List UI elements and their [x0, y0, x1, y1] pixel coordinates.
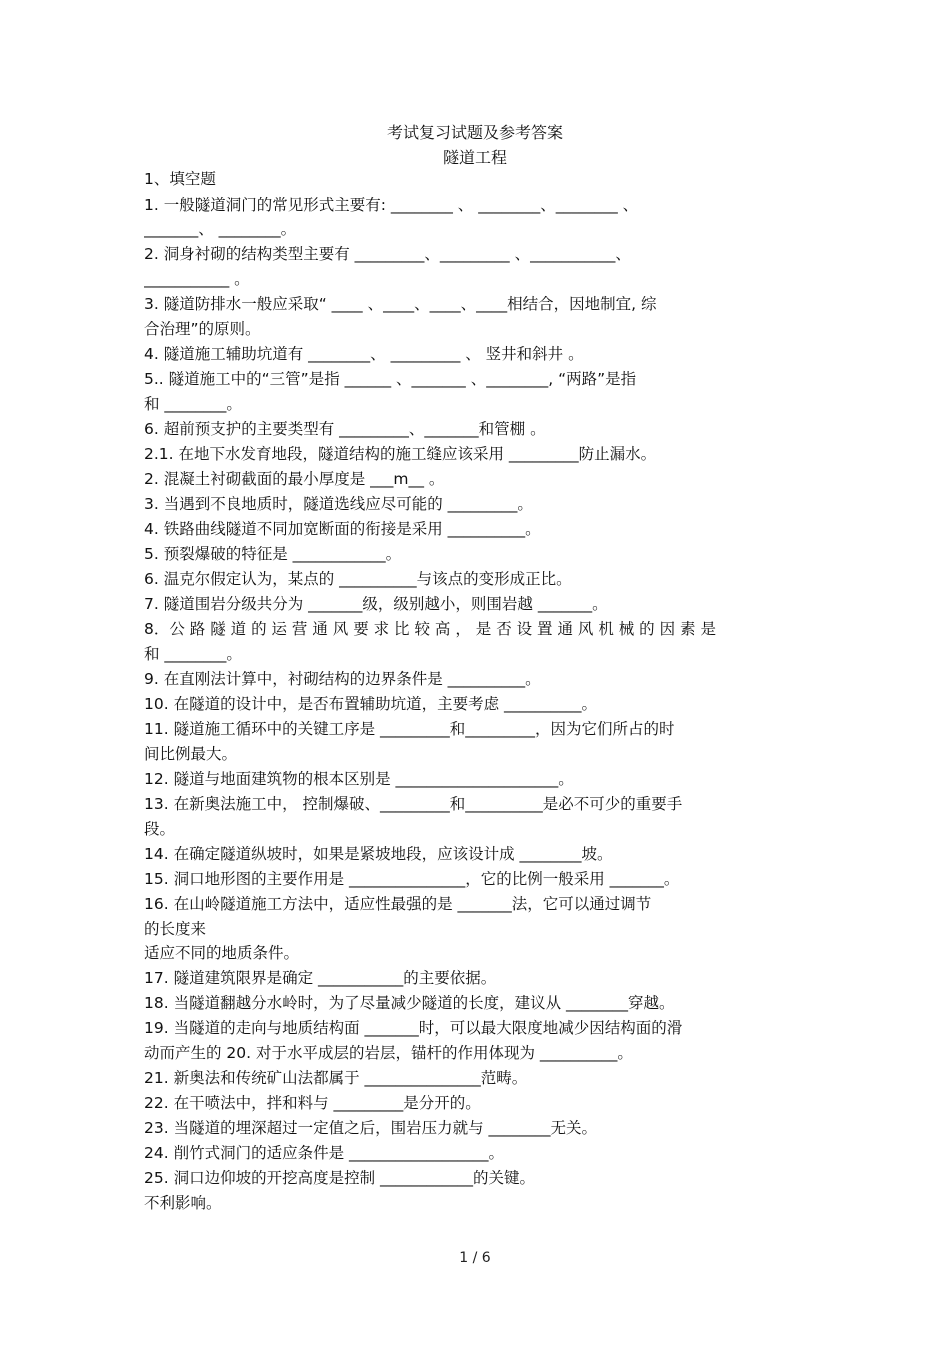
text-line: 11. 隧道施工循环中的关键工序是 _________和_________，因为它们所占的时: [144, 720, 675, 738]
text-line: 6. 超前预支护的主要类型有 _________、_______和管棚 。: [144, 420, 546, 438]
text-line: 9. 在直刚法计算中，衬砌结构的边界条件是 __________。: [144, 670, 541, 688]
text-line: 段。: [144, 820, 176, 838]
text-line: 的长度来: [144, 920, 207, 938]
text-line: _______、 ________。: [144, 220, 297, 238]
text-line: 6. 温克尔假定认为，某点的 __________与该点的变形成正比。: [144, 570, 572, 588]
page-number: 1 / 6: [459, 1250, 491, 1266]
text-line: 17. 隧道建筑限界是确定 ___________的主要依据。: [144, 969, 497, 987]
text-line: ___________ 。: [144, 270, 250, 288]
text-line: 4. 隧道施工辅助坑道有 ________、 _________ 、 竖井和斜井 。: [144, 345, 584, 363]
text-line: 2. 洞身衬砌的结构类型主要有 _________、_________ 、___________、: [144, 245, 631, 263]
text-line: 16. 在山岭隧道施工方法中，适应性最强的是 _______法，它可以通过调节: [144, 895, 652, 913]
text-line: 1. 一般隧道洞门的常见形式主要有: ________ 、 ________、________ 、: [144, 196, 639, 214]
text-line: 13. 在新奥法施工中， 控制爆破、_________和__________是必不可少的重要手: [144, 795, 683, 813]
page-subtitle: 隧道工程: [442, 148, 507, 167]
text-line: 23. 当隧道的埋深超过一定值之后，围岩压力就与 ________无关。: [144, 1119, 598, 1137]
text-line: 2.1. 在地下水发育地段，隧道结构的施工缝应该采用 _________防止漏水。: [144, 445, 657, 463]
text-line: 5. 预裂爆破的特征是 ____________。: [144, 545, 402, 563]
text-line: 合治理”的原则。: [144, 320, 261, 338]
text-line: 5.. 隧道施工中的“三管”是指 ______ 、_______ 、________, “两路”是指: [144, 370, 637, 388]
text-line: 25. 洞口边仰坡的开挖高度是控制 ____________的关键。: [144, 1169, 536, 1187]
text-line: 22. 在干喷法中，拌和料与 _________是分开的。: [144, 1094, 481, 1112]
text-line: 8．公 路 隧 道 的 运 营 通 风 要 求 比 较 高 ， 是 否 设 置 通 风 机 械 的 因 素 是: [144, 620, 716, 638]
text-line: 不利影响。: [144, 1194, 222, 1212]
text-line: 24. 削竹式洞门的适应条件是 __________________。: [144, 1144, 505, 1162]
text-line: 12. 隧道与地面建筑物的根本区别是 _____________________。: [144, 770, 574, 788]
text-line: 和 ________。: [144, 645, 242, 663]
text-line: 2. 混凝土衬砌截面的最小厚度是 ___m__ 。: [144, 470, 445, 488]
text-line: 动而产生的 20. 对于水平成层的岩层，锚杆的作用体现为 __________。: [144, 1044, 633, 1062]
page-title: 考试复习试题及参考答案: [386, 123, 563, 142]
text-line: 21. 新奥法和传统矿山法都属于 _______________范畴。: [144, 1069, 528, 1087]
text-line: 15. 洞口地形图的主要作用是 _______________，它的比例一般采用 _______。: [144, 870, 680, 888]
text-line: 4. 铁路曲线隧道不同加宽断面的衔接是采用 __________。: [144, 520, 541, 538]
text-line: 和 ________。: [144, 395, 242, 413]
text-line: 1、填空题: [144, 170, 216, 188]
text-line: 3. 当遇到不良地质时，隧道选线应尽可能的 _________。: [144, 495, 533, 513]
text-line: 19. 当隧道的走向与地质结构面 _______时，可以最大限度地减少因结构面的滑: [144, 1019, 683, 1037]
text-line: 适应不同的地质条件。: [144, 944, 300, 962]
text-line: 10. 在隧道的设计中，是否布置辅助坑道，主要考虑 __________。: [144, 695, 598, 713]
text-line: 间比例最大。: [144, 745, 238, 763]
text-line: 3. 隧道防排水一般应采取“ ____ 、____、____、____相结合，因地制宜, 综: [144, 295, 657, 313]
text-line: 7. 隧道围岩分级共分为 _______级，级别越小，则围岩越 _______。: [144, 595, 608, 613]
text-line: 18. 当隧道翻越分水岭时，为了尽量减少隧道的长度，建议从 ________穿越。: [144, 994, 675, 1012]
text-line: 14. 在确定隧道纵坡时，如果是紧坡地段，应该设计成 ________坡。: [144, 845, 613, 863]
